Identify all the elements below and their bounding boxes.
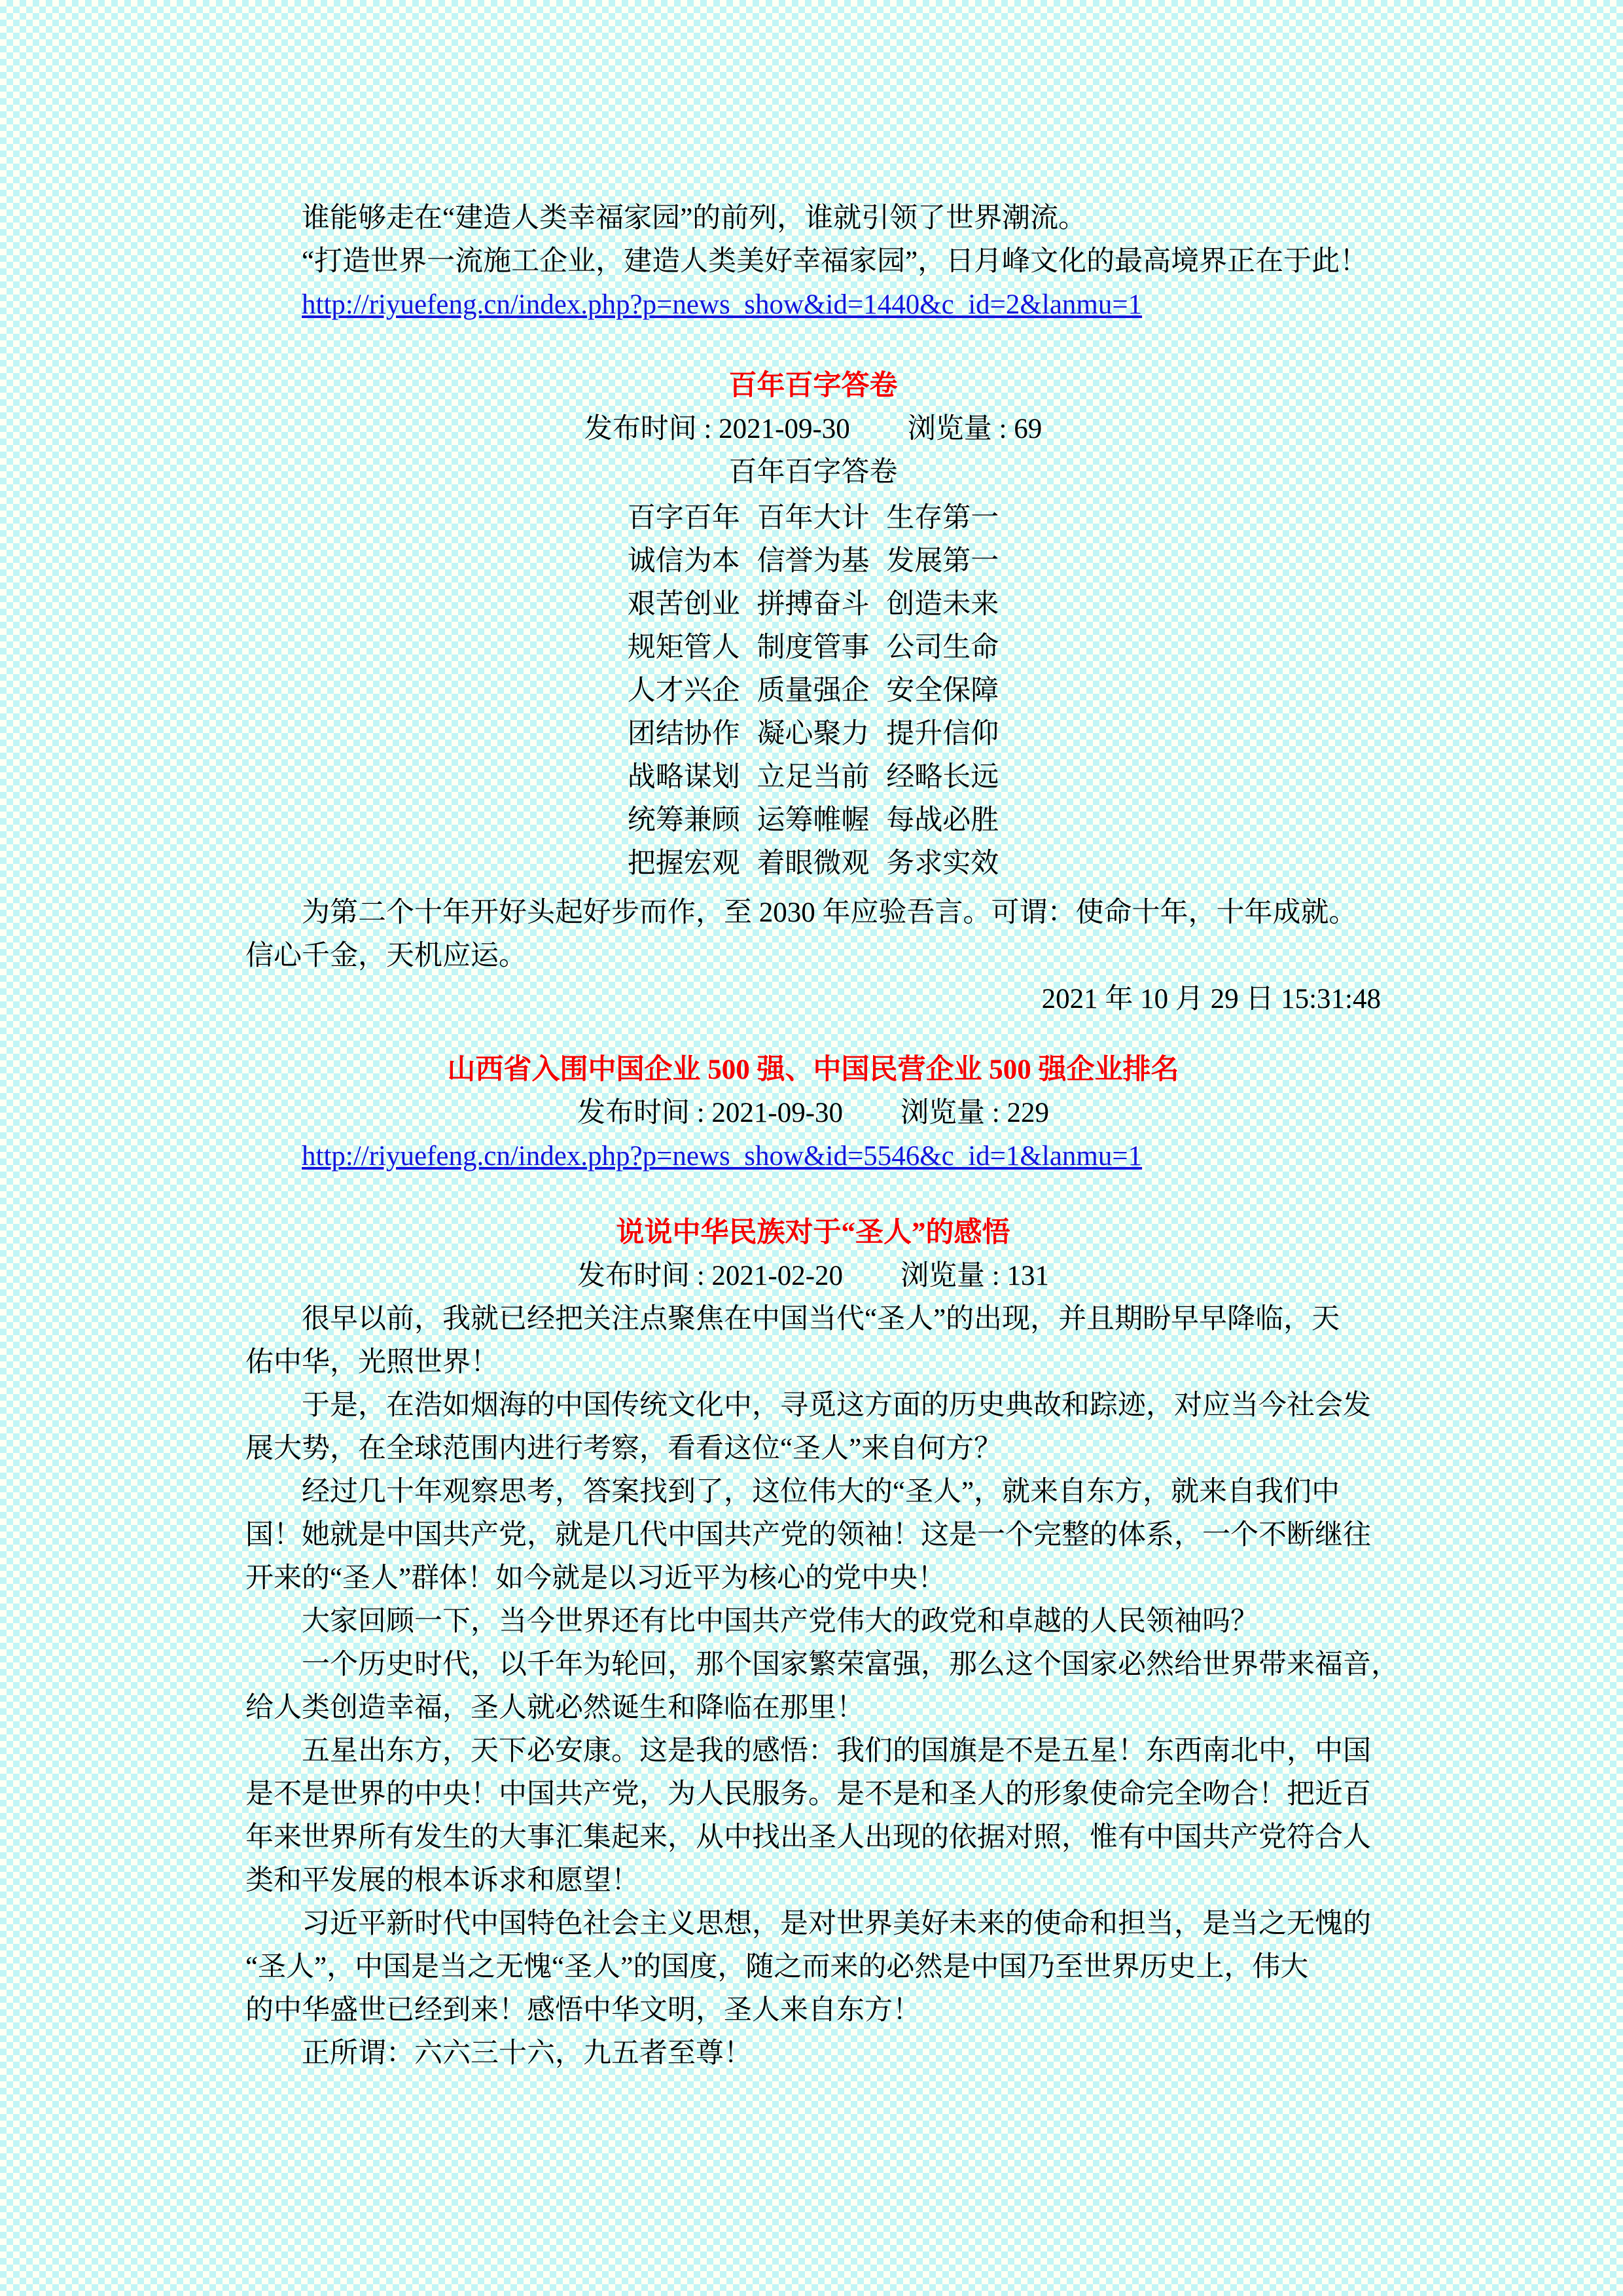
link-line bbox=[245, 1135, 1381, 1178]
view-count: 浏览量 : 131 bbox=[901, 1261, 1050, 1291]
phrase-line: 艰苦创业 拼搏奋斗 创造未来 bbox=[627, 589, 999, 620]
article1-link[interactable]: http://riyuefeng.cn/index.php?p=news_show&id=1440&c_id=2&lanmu=1 bbox=[302, 289, 1143, 320]
para-line: 类和平发展的根本诉求和愿望！ bbox=[245, 1865, 639, 1896]
phrase-line: 把握宏观 着眼微观 务求实效 bbox=[627, 848, 999, 879]
para-line: 给人类创造幸福，圣人就必然诞生和降临在那里！ bbox=[245, 1693, 865, 1723]
article3-title: 山西省入围中国企业 500 强、中国民营企业 500 强企业排名 bbox=[447, 1054, 1179, 1085]
para-line: 开来的“圣人”群体！如今就是以习近平为核心的党中央！ bbox=[245, 1563, 946, 1594]
para-line: “打造世界一流施工企业，建造人类美好幸福家园”，日月峰文化的最高境界正在于此！ bbox=[302, 246, 1368, 277]
para-line: 年来世界所有发生的大事汇集起来，从中找出圣人出现的依据对照，惟有中国共产党符合人 bbox=[245, 1822, 1371, 1853]
link-line bbox=[245, 283, 1381, 327]
para-line: 佑中华，光照世界！ bbox=[245, 1347, 499, 1378]
para-line: 信心千金，天机应运。 bbox=[245, 941, 527, 971]
para-line: 经过几十年观察思考，答案找到了，这位伟大的“圣人”，就来自东方，就来自我们中 bbox=[302, 1477, 1340, 1507]
phrase-line: 团结协作 凝心聚力 提升信仰 bbox=[627, 719, 999, 749]
timestamp: 2021 年 10 月 29 日 15:31:48 bbox=[1041, 984, 1381, 1014]
para-line: “圣人”，中国是当之无愧“圣人”的国度，随之而来的必然是中国乃至世界历史上，伟大 bbox=[245, 1952, 1309, 1982]
para-line: 于是，在浩如烟海的中国传统文化中，寻觅这方面的历史典故和踪迹，对应当今社会发 bbox=[302, 1390, 1371, 1421]
publish-date: 发布时间 : 2021-02-20 bbox=[577, 1261, 844, 1291]
article2-subtitle: 百年百字答卷 bbox=[728, 457, 898, 488]
phrase-line: 统筹兼顾 运筹帷幄 每战必胜 bbox=[627, 805, 999, 836]
para-line: 习近平新时代中国特色社会主义思想，是对世界美好未来的使命和担当，是当之无愧的 bbox=[302, 1909, 1371, 1939]
article4-meta bbox=[245, 1255, 1381, 1298]
phrase-line: 规矩管人 制度管事 公司生命 bbox=[627, 632, 999, 663]
article4-title: 说说中华民族对于“圣人”的感悟 bbox=[616, 1217, 1010, 1248]
para-line: 五星出东方，天下必安康。这是我的感悟：我们的国旗是不是五星！东西南北中，中国 bbox=[302, 1736, 1371, 1767]
phrase-line: 战略谋划 立足当前 经略长远 bbox=[627, 762, 999, 793]
para-line: 正所谓：六六三十六，九五者至尊！ bbox=[302, 2038, 752, 2069]
phrase-line: 诚信为本 信誉为基 发展第一 bbox=[627, 546, 999, 577]
para-line: 的中华盛世已经到来！感悟中华文明，圣人来自东方！ bbox=[245, 1995, 921, 2026]
para-line: 展大势，在全球范围内进行考察，看看这位“圣人”来自何方？ bbox=[245, 1433, 1003, 1464]
phrase-line: 人才兴企 质量强企 安全保障 bbox=[627, 675, 999, 706]
view-count: 浏览量 : 229 bbox=[901, 1098, 1050, 1128]
para-line: 为第二个十年开好头起好步而作，至 2030 年应验吾言。可谓：使命十年，十年成就。 bbox=[302, 897, 1357, 928]
article3-meta bbox=[245, 1092, 1381, 1135]
para-line: 国！她就是中国共产党，就是几代中国共产党的领袖！这是一个完整的体系，一个不断继往 bbox=[245, 1520, 1371, 1551]
publish-date: 发布时间 : 2021-09-30 bbox=[584, 414, 850, 444]
para-line: 大家回顾一下，当今世界还有比中国共产党伟大的政党和卓越的人民领袖吗？ bbox=[302, 1606, 1258, 1637]
article3-link[interactable]: http://riyuefeng.cn/index.php?p=news_show&id=5546&c_id=1&lanmu=1 bbox=[302, 1141, 1143, 1172]
para-line: 谁能够走在“建造人类幸福家园”的前列，谁就引领了世界潮流。 bbox=[302, 203, 1087, 234]
publish-date: 发布时间 : 2021-09-30 bbox=[577, 1098, 844, 1128]
view-count: 浏览量 : 69 bbox=[907, 414, 1043, 444]
phrase-line: 百字百年 百年大计 生存第一 bbox=[627, 503, 999, 533]
para-line: 很早以前，我就已经把关注点聚焦在中国当代“圣人”的出现，并且期盼早早降临，天 bbox=[302, 1304, 1340, 1335]
para-line: 是不是世界的中央！中国共产党，为人民服务。是不是和圣人的形象使命完全吻合！把近百 bbox=[245, 1779, 1371, 1810]
para-line: 一个历史时代，以千年为轮回，那个国家繁荣富强，那么这个国家必然给世界带来福音， bbox=[302, 1649, 1399, 1680]
article2-meta bbox=[245, 408, 1381, 451]
article2-title: 百年百字答卷 bbox=[728, 370, 898, 401]
